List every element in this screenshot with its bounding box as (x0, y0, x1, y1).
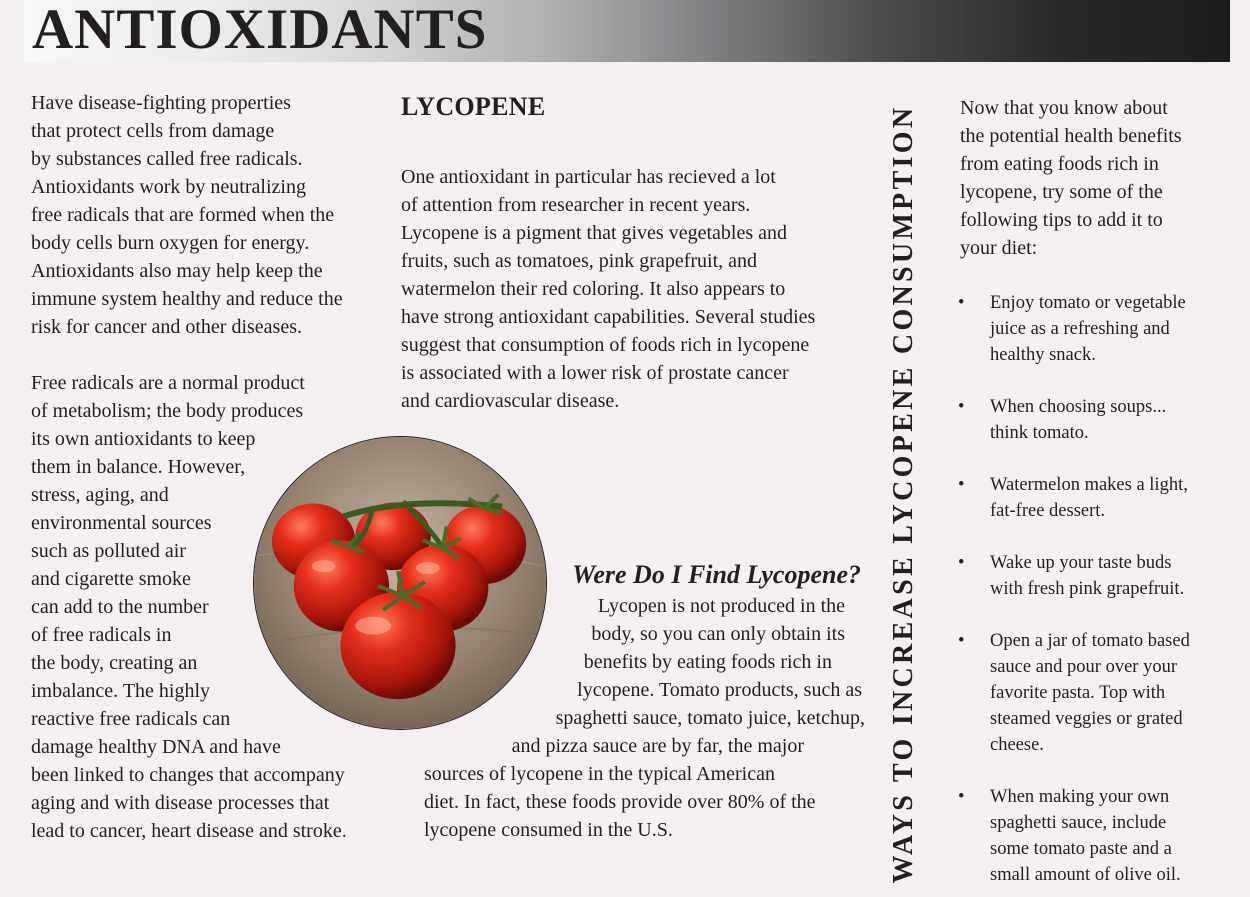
text-line: spaghetti sauce, tomato juice, ketchup, (555, 707, 865, 729)
text-line: lycopene, try some of the (960, 181, 1163, 203)
page-title: ANTIOXIDANTS (32, 0, 488, 61)
text-line: lycopene consumed in the U.S. (424, 819, 673, 841)
header-banner (24, 0, 1230, 62)
tip-line: fat-free dessert. (990, 501, 1106, 521)
text-line: One antioxidant in particular has recieved a lot (401, 166, 776, 188)
text-line: and cardiovascular disease. (401, 390, 620, 412)
tip-line: some tomato paste and a (990, 839, 1172, 859)
text-line: of free radicals in (31, 624, 172, 646)
tip-item (958, 784, 1243, 888)
text-line: Have disease-fighting properties (31, 92, 291, 114)
tip-line: small amount of olive oil. (990, 865, 1181, 885)
sidebar-vertical-title (884, 92, 924, 896)
tips-intro-paragraph (960, 94, 1182, 262)
bullet: • (958, 553, 965, 573)
tip-line: Watermelon makes a light, (990, 475, 1188, 495)
text-line: the potential health benefits (960, 125, 1182, 147)
bullet: • (958, 631, 965, 651)
text-line: risk for cancer and other diseases. (31, 316, 302, 338)
text-line: suggest that consumption of foods rich in lycopene (401, 334, 810, 356)
text-line: imbalance. The highly (31, 680, 211, 702)
text-line: have strong antioxidant capabilities. Several studies (401, 306, 816, 328)
bullet: • (958, 397, 965, 417)
text-line: Free radicals are a normal product (31, 372, 305, 394)
tip-item (958, 290, 1243, 368)
text-line: Lycopen is not produced in the (597, 595, 845, 617)
text-line: Antioxidants work by neutralizing (31, 176, 306, 198)
tip-line: When making your own (990, 787, 1170, 807)
text-line: environmental sources (31, 512, 212, 534)
text-line: Lycopene is a pigment that gives vegetables and (401, 222, 787, 244)
tip-line: Wake up your taste buds (990, 553, 1172, 573)
tip-line: Open a jar of tomato based (990, 631, 1190, 651)
tip-line: steamed veggies or grated (990, 709, 1183, 729)
bullet: • (958, 475, 965, 495)
text-line: fruits, such as tomatoes, pink grapefruit, and (401, 250, 758, 272)
text-line: body, so you can only obtain its (591, 623, 845, 645)
tip-line: favorite pasta. Top with (990, 683, 1166, 703)
text-line: the body, creating an (31, 652, 198, 674)
text-line: free radicals that are formed when the (31, 204, 335, 226)
text-line: and pizza sauce are by far, the major (511, 735, 804, 757)
text-line: such as polluted air (31, 540, 186, 562)
text-line: that protect cells from damage (31, 120, 275, 142)
text-line: Antioxidants also may help keep the (31, 260, 323, 282)
text-line: lead to cancer, heart disease and stroke. (31, 820, 347, 842)
tip-item (958, 550, 1243, 602)
tip-item (958, 394, 1243, 446)
text-line: lycopene. Tomato products, such as (577, 679, 862, 701)
bullet: • (958, 293, 965, 313)
text-line: stress, aging, and (31, 484, 169, 506)
text-line: is associated with a lower risk of prostate cancer (401, 362, 789, 384)
lycopene-heading: LYCOPENE (401, 92, 546, 121)
text-line: of metabolism; the body produces (31, 400, 304, 422)
tip-line: with fresh pink grapefruit. (990, 579, 1185, 599)
tip-line: juice as a refreshing and (990, 319, 1170, 339)
text-line: aging and with disease processes that (31, 792, 330, 814)
text-line: sources of lycopene in the typical American (424, 763, 775, 785)
text-line: Now that you know about (960, 97, 1168, 119)
tip-line: spaghetti sauce, include (990, 813, 1167, 833)
text-line: body cells burn oxygen for energy. (31, 232, 310, 254)
tip-line: Enjoy tomato or vegetable (990, 293, 1186, 313)
text-line: of attention from researcher in recent years. (401, 194, 751, 216)
tip-line: cheese. (990, 735, 1044, 755)
tip-line: think tomato. (990, 423, 1089, 443)
text-line: your diet: (960, 237, 1038, 259)
bullet: • (958, 787, 965, 807)
tip-line: When choosing soups... (990, 397, 1167, 417)
text-line: by substances called free radicals. (31, 148, 303, 170)
tip-item (958, 628, 1243, 758)
intro-paragraph (31, 89, 343, 341)
text-line: can add to the number (31, 596, 209, 618)
vertical-heading: WAYS TO INCREASE LYCOPENE CONSUMPTION (888, 104, 919, 884)
tip-item (958, 472, 1243, 524)
text-line: following tips to add it to (960, 209, 1163, 231)
text-line: watermelon their red coloring. It also appears to (401, 278, 786, 300)
find-lycopene-paragraph (400, 592, 865, 844)
text-line: its own antioxidants to keep (31, 428, 256, 450)
tips-list (958, 290, 1243, 888)
text-line: diet. In fact, these foods provide over 80% of the (424, 791, 816, 813)
text-line: immune system healthy and reduce the (31, 288, 343, 310)
text-line: reactive free radicals can (31, 708, 231, 730)
find-lycopene-heading: Were Do I Find Lycopene? (572, 560, 861, 589)
text-line: from eating foods rich in (960, 153, 1159, 175)
tip-line: healthy snack. (990, 345, 1096, 365)
text-line: benefits by eating foods rich in (583, 651, 832, 673)
text-line: and cigarette smoke (31, 568, 191, 590)
tip-line: sauce and pour over your (990, 657, 1177, 677)
lycopene-paragraph (401, 163, 815, 415)
text-line: damage healthy DNA and have (31, 736, 281, 758)
text-line: them in balance. However, (31, 456, 246, 478)
text-line: been linked to changes that accompany (31, 764, 345, 786)
